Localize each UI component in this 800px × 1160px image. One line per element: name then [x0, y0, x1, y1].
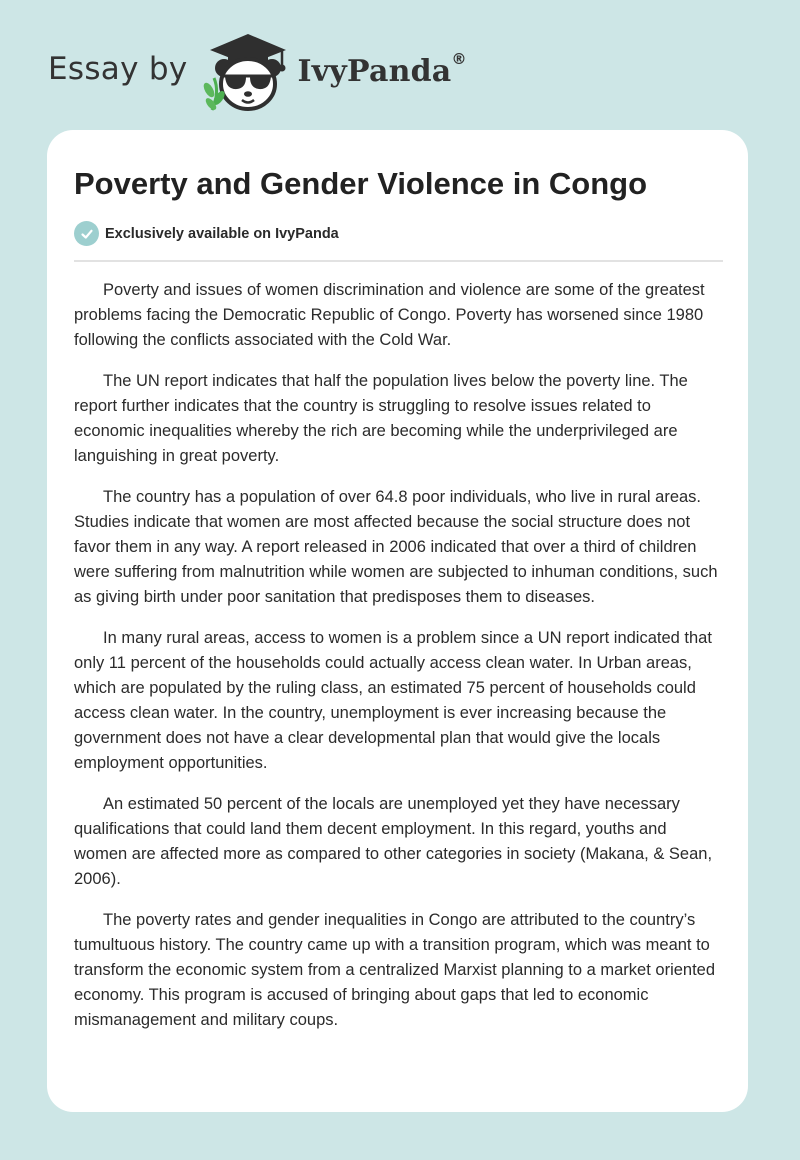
essay-body — [74, 278, 724, 1049]
registered-mark: ® — [451, 49, 467, 68]
badge-label: Exclusively available on IvyPanda — [105, 225, 339, 242]
panda-graduate-icon — [202, 30, 294, 114]
paragraph: The poverty rates and gender inequalities in Congo are attributed to the country’s tumultuous history. The country came up with a transition program, which was meant to transform the economic system from a centralized Marxist planning to a market oriented economy. This program is accused of bringing about gaps that led to economic mismanagement and military coups. — [74, 911, 716, 1029]
paragraph: The UN report indicates that half the population lives below the poverty line. The report further indicates that the country is struggling to resolve issues related to economic inequalities whereby the rich are becoming while the underprivileged are languishing in great poverty. — [74, 372, 688, 465]
page-title: Poverty and Gender Violence in Congo — [74, 166, 648, 201]
check-circle-icon — [74, 221, 99, 246]
exclusive-badge — [74, 221, 339, 246]
site-header — [48, 30, 467, 114]
paragraph: An estimated 50 percent of the locals are unemployed yet they have necessary qualifications that could land them decent employment. In this regard, youths and women are affected more as compared to other categories in society (Makana, & Sean, 2006). — [74, 795, 713, 888]
paragraph: Poverty and issues of women discrimination and violence are some of the greatest problems facing the Democratic Republic of Congo. Poverty has worsened since 1980 following the conflicts associated with the Cold War. — [74, 281, 705, 349]
divider — [74, 260, 723, 262]
essay-by-label: Essay by — [48, 51, 188, 87]
paragraph: In many rural areas, access to women is a problem since a UN report indicated that only 11 percent of the households could actually access clean water. In Urban areas, which are populated by the ruling class, an estimated 75 percent of households could access clean water. In the country, unemployment is ever increasing because the government does not have a clear developmental plan that would give the locals employment opportunities. — [74, 629, 712, 772]
brand-name: IvyPanda® — [297, 49, 467, 89]
essay-card — [47, 130, 748, 1112]
paragraph: The country has a population of over 64.8 poor individuals, who live in rural areas. Studies indicate that women are most affected because the social structure does not favor them in any way. A report released in 2006 indicated that over a third of children were suffering from malnutrition while women are subjected to inhuman conditions, such as giving birth under poor sanitation that predisposes them to diseases. — [74, 488, 718, 606]
